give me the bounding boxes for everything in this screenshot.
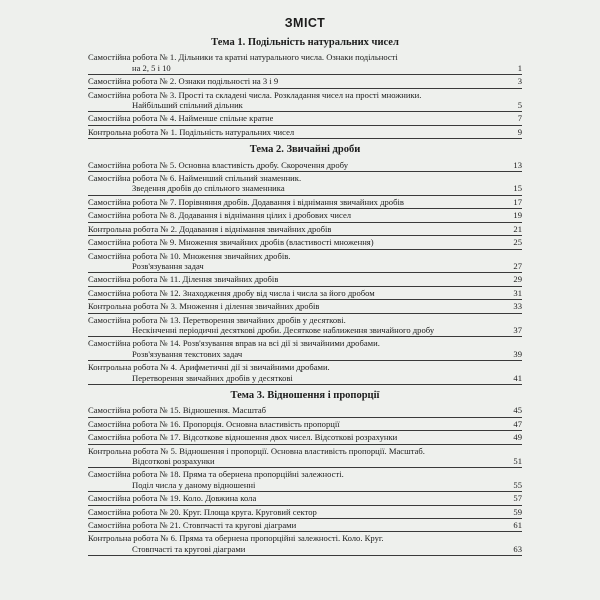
toc-entry-line bbox=[88, 446, 522, 456]
toc-page-number: 13 bbox=[513, 159, 522, 170]
toc-page-number: 39 bbox=[513, 348, 522, 359]
toc-entry-line bbox=[88, 301, 522, 311]
toc-page-number: 1 bbox=[517, 62, 522, 73]
toc-entry-line bbox=[88, 127, 522, 137]
toc-entry-text: Контрольна робота № 5. Відношення і пропорції. Основна властивість пропорції. Масштаб. bbox=[88, 445, 425, 456]
toc-entry-text: Самостійна робота № 4. Найменше спільне кратне bbox=[88, 113, 274, 124]
toc-entry bbox=[88, 112, 522, 125]
toc-entry-line bbox=[88, 100, 522, 110]
toc-entry-text: Розв'язування задач bbox=[132, 260, 204, 271]
toc-entry-text: Контрольна робота № 6. Пряма та обернена пропорційні залежності. Коло. Круг. bbox=[88, 533, 384, 544]
toc-entry bbox=[88, 314, 522, 338]
toc-entry-line bbox=[88, 373, 522, 383]
toc-entry-line bbox=[88, 456, 522, 466]
toc-entry bbox=[88, 236, 522, 249]
toc-entry bbox=[88, 300, 522, 313]
toc-page-number: 19 bbox=[513, 210, 522, 221]
toc-entry bbox=[88, 468, 522, 492]
toc-page-number: 55 bbox=[513, 479, 522, 490]
toc-entry-text: Контрольна робота № 1. Подільність натуральних чисел bbox=[88, 126, 295, 137]
toc-entry-text: Поділ числа у даному відношенні bbox=[132, 479, 256, 490]
toc-entry-text: Самостійна робота № 2. Ознаки подільності на 3 і 9 bbox=[88, 76, 279, 87]
toc-entry-line bbox=[88, 405, 522, 415]
toc-entry-text: Перетворення звичайних дробів у десяткові bbox=[132, 372, 293, 383]
section-heading: Тема 1. Подільність натуральних чисел bbox=[211, 37, 399, 48]
toc-entry-line bbox=[88, 432, 522, 442]
toc-entry-text: Самостійна робота № 14. Розв'язування вправ на всі дії зі звичайними дробами. bbox=[88, 338, 380, 349]
toc-page-number: 17 bbox=[513, 196, 522, 207]
toc-entry bbox=[88, 431, 522, 444]
toc-page-number: 37 bbox=[513, 324, 522, 335]
toc-entry-text: Самостійна робота № 16. Пропорція. Основна властивість пропорції bbox=[88, 418, 340, 429]
toc-entry bbox=[88, 519, 522, 532]
toc-entry bbox=[88, 250, 522, 274]
toc-entry bbox=[88, 532, 522, 556]
toc-page-number: 21 bbox=[513, 223, 522, 234]
toc-entry-line bbox=[88, 507, 522, 517]
toc-page-number: 5 bbox=[517, 100, 522, 111]
toc-entry-text: Самостійна робота № 21. Стовпчасті та кругові діаграми bbox=[88, 520, 297, 531]
toc-entry-text: Стовпчасті та кругові діаграми bbox=[132, 543, 246, 554]
toc-entry-text: Розв'язування текстових задач bbox=[132, 348, 243, 359]
toc-page-number: 49 bbox=[513, 432, 522, 443]
toc-page-number: 25 bbox=[513, 237, 522, 248]
toc-page-number: 29 bbox=[513, 274, 522, 285]
toc-entry-text: Самостійна робота № 3. Прості та складені числа. Розкладання чисел на прості множники. bbox=[88, 89, 422, 100]
toc-entry-text: Самостійна робота № 7. Порівняння дробів. Додавання і віднімання звичайних дробів bbox=[88, 196, 404, 207]
toc-entry bbox=[88, 273, 522, 286]
toc-entry-text: Нескінченні періодичні десяткові дроби. Десяткове наближення звичайного дробу bbox=[132, 324, 435, 335]
toc-entry bbox=[88, 172, 522, 196]
toc-entry-line bbox=[88, 160, 522, 170]
section-heading: Тема 3. Відношення і пропорції bbox=[230, 389, 380, 401]
toc-entry-line bbox=[88, 493, 522, 503]
toc-page-number: 47 bbox=[513, 418, 522, 429]
toc-entry-line bbox=[88, 52, 522, 62]
toc-entry-text: Самостійна робота № 11. Ділення звичайних дробів bbox=[88, 274, 279, 285]
toc-page-number: 3 bbox=[517, 76, 522, 87]
toc-page-number: 9 bbox=[517, 126, 522, 137]
toc-entry-line bbox=[88, 338, 522, 348]
section-entries bbox=[88, 51, 522, 139]
toc-entry bbox=[88, 287, 522, 300]
toc-page-number: 15 bbox=[513, 183, 522, 194]
toc-entry-line bbox=[88, 197, 522, 207]
toc-entry-text: Самостійна робота № 8. Додавання і віднімання цілих і дробових чисел bbox=[88, 210, 352, 221]
toc-entry-line bbox=[88, 63, 522, 73]
toc-entry-text: Самостійна робота № 20. Круг. Площа круга. Круговий сектор bbox=[88, 506, 317, 517]
toc-entry-line bbox=[88, 362, 522, 372]
toc-page-number: 51 bbox=[513, 456, 522, 466]
toc-page-number: 63 bbox=[513, 543, 522, 554]
toc-entry-line bbox=[88, 315, 522, 325]
toc-entry-line bbox=[88, 173, 522, 183]
toc-entry-line bbox=[88, 520, 522, 530]
toc-entry bbox=[88, 418, 522, 431]
page-title: ЗМІСТ bbox=[284, 16, 326, 30]
toc-entry-text: Самостійна робота № 13. Перетворення звичайних дробів у десяткові. bbox=[88, 314, 346, 325]
toc-page-number: 61 bbox=[513, 520, 522, 531]
toc-entry-text: Самостійна робота № 1. Дільники та кратні натурального числа. Ознаки подільності bbox=[88, 52, 398, 63]
toc-entry-text: Самостійна робота № 6. Найменший спільний знаменник. bbox=[88, 173, 302, 184]
toc-entry bbox=[88, 361, 522, 385]
toc-entry-text: Самостійна робота № 12. Знаходження дробу від числа і числа за його дробом bbox=[88, 287, 375, 298]
toc-entry-text: Самостійна робота № 17. Відсоткове відношення двох чисел. Відсоткові розрахунки bbox=[88, 432, 398, 443]
toc-entry-line bbox=[88, 251, 522, 261]
toc-page-number: 7 bbox=[517, 113, 522, 124]
toc-entry bbox=[88, 337, 522, 361]
toc-entry-line bbox=[88, 210, 522, 220]
toc-entry-line bbox=[88, 349, 522, 359]
section-heading: Тема 2. Звичайні дроби bbox=[249, 144, 361, 156]
toc-entry-text: Зведення дробів до спільного знаменника bbox=[132, 183, 285, 194]
toc-entry-text: Контрольна робота № 2. Додавання і віднімання звичайних дробів bbox=[88, 223, 332, 234]
toc-entry-line bbox=[88, 76, 522, 86]
toc-entry-line bbox=[88, 544, 522, 554]
toc-entry bbox=[88, 196, 522, 209]
toc-entry-line bbox=[88, 113, 522, 123]
toc-entry-text: на 2, 5 і 10 bbox=[132, 62, 171, 73]
toc-page-number: 33 bbox=[513, 301, 522, 312]
toc-entry-line bbox=[88, 90, 522, 100]
toc-entry-line bbox=[88, 224, 522, 234]
toc-entry bbox=[88, 159, 522, 172]
toc-entry-line bbox=[88, 274, 522, 284]
toc-entry-line bbox=[88, 325, 522, 335]
toc-entry-text: Контрольна робота № 4. Арифметичні дії зі звичайними дробами. bbox=[88, 362, 330, 373]
toc-page-number: 45 bbox=[513, 405, 522, 416]
section-entries bbox=[88, 404, 522, 556]
toc-page-number: 27 bbox=[513, 260, 522, 271]
toc-entry bbox=[88, 445, 522, 469]
toc-entry-line bbox=[88, 419, 522, 429]
section-entries bbox=[88, 159, 522, 385]
toc-entry-text: Самостійна робота № 5. Основна властивість дробу. Скорочення дробу bbox=[88, 159, 348, 170]
toc-entry bbox=[88, 209, 522, 222]
toc-entry-text: Відсоткові розрахунки bbox=[132, 456, 215, 466]
toc-entry-line bbox=[88, 469, 522, 479]
toc-entry bbox=[88, 506, 522, 519]
toc-page-number: 57 bbox=[513, 493, 522, 504]
toc-entry-text: Самостійна робота № 10. Множення звичайних дробів. bbox=[88, 250, 291, 261]
toc-entry bbox=[88, 223, 522, 236]
toc-entry-line bbox=[88, 261, 522, 271]
toc-page-number: 59 bbox=[513, 506, 522, 517]
toc-entry bbox=[88, 89, 522, 113]
toc-entry bbox=[88, 51, 522, 75]
toc-entry-line bbox=[88, 533, 522, 543]
toc-entry-text: Самостійна робота № 19. Коло. Довжина кола bbox=[88, 493, 257, 504]
toc-entry-line bbox=[88, 183, 522, 193]
toc-entry-line bbox=[88, 480, 522, 490]
toc-entry bbox=[88, 75, 522, 88]
toc-entry-text: Самостійна робота № 18. Пряма та обернена пропорційні залежності. bbox=[88, 469, 344, 480]
toc-entry-text: Самостійна робота № 15. Відношення. Масштаб bbox=[88, 405, 267, 416]
toc-page-number: 31 bbox=[513, 287, 522, 298]
toc-entry bbox=[88, 404, 522, 417]
toc-entry-text: Найбільший спільний дільник bbox=[132, 100, 243, 111]
toc-entry bbox=[88, 492, 522, 505]
toc-page-number: 41 bbox=[513, 372, 522, 383]
table-of-contents bbox=[88, 38, 522, 556]
toc-entry-line bbox=[88, 288, 522, 298]
toc-entry bbox=[88, 126, 522, 139]
toc-entry-text: Самостійна робота № 9. Множення звичайних дробів (властивості множення) bbox=[88, 237, 374, 248]
toc-entry-text: Контрольна робота № 3. Множення і ділення звичайних дробів bbox=[88, 301, 320, 312]
toc-entry-line bbox=[88, 237, 522, 247]
